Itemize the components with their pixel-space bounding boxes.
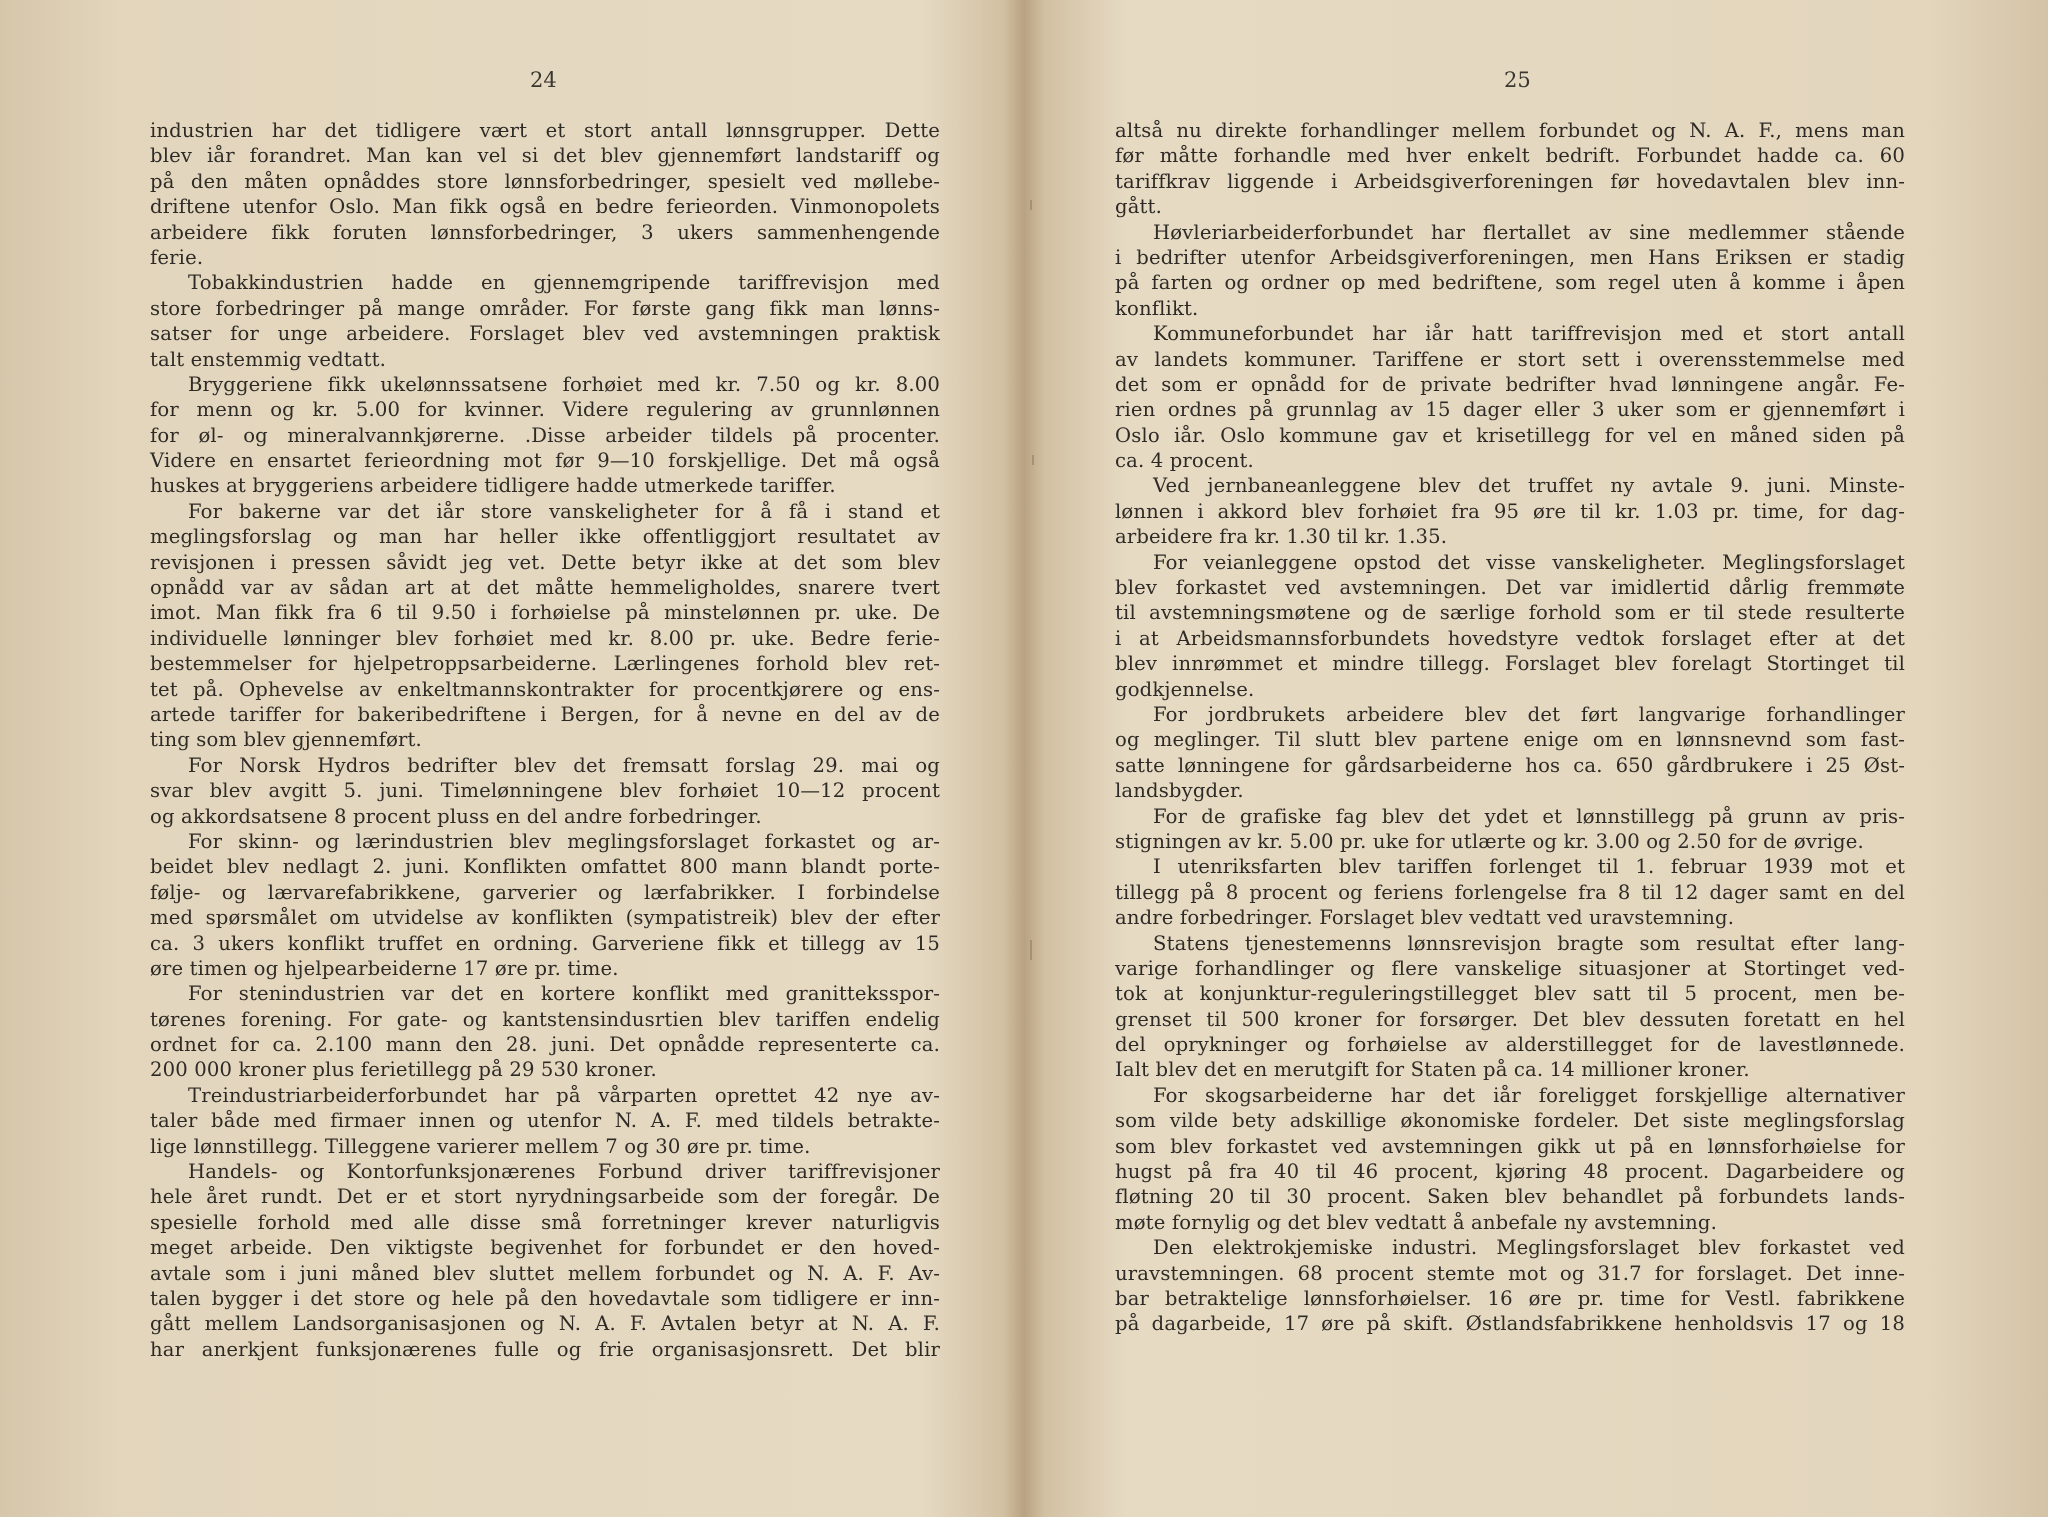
text-line: For Norsk Hydros bedrifter blev det fremsatt forslag 29. mai og (188, 753, 940, 777)
text-line: med spørsmålet om utvidelse av konflikten (sympatistreik) blev der efter (150, 906, 940, 930)
text-line: ca. 4 procent. (1115, 449, 1254, 473)
text-line: gått. (1115, 195, 1162, 219)
text-line: altså nu direkte forhandlinger mellem forbundet og N. A. F., mens man (1115, 119, 1905, 142)
text-line: Den elektrokjemiske industri. Meglingsforslaget blev forkastet ved (1153, 1236, 1905, 1260)
text-line: For skinn- og lærindustrien blev meglingsforslaget forkastet og ar- (188, 829, 940, 853)
text-line: Kommuneforbundet har iår hatt tariffrevisjon med et stort antall (1153, 322, 1905, 346)
text-line: 200 000 kroner plus ferietillegg på 29 530 kroner. (150, 1058, 657, 1082)
margin-mark (1030, 940, 1032, 960)
text-line: hugst på fra 40 til 46 procent, kjøring 48 procent. Dagarbeidere og (1115, 1160, 1905, 1184)
text-line: konflikt. (1115, 296, 1199, 320)
text-line: for menn og kr. 5.00 for kvinner. Videre regulering av grunnlønnen (150, 398, 940, 422)
text-line: satser for unge arbeidere. Forslaget blev ved avstemningen praktisk (150, 322, 940, 346)
text-line: spesielle forhold med alle disse små forretninger krever naturligvis (150, 1210, 940, 1234)
text-line: Bryggeriene fikk ukelønnssatsene forhøiet med kr. 7.50 og kr. 8.00 (188, 372, 940, 396)
text-line: arbeidere fikk foruten lønnsforbedringer, 3 ukers sammenhengende (150, 220, 940, 244)
text-line: industrien har det tidligere vært et stort antall lønnsgrupper. Dette (150, 119, 940, 142)
text-line: i bedrifter utenfor Arbeidsgiverforeningen, men Hans Eriksen er stadig (1115, 245, 1905, 269)
text-line: på den måten opnåddes store lønnsforbedringer, spesielt ved møllebe- (150, 169, 940, 193)
text-line: tet på. Ophevelse av enkeltmannskontrakter for procentkjørere og ens- (150, 677, 940, 701)
text-line: For jordbrukets arbeidere blev det ført langvarige forhandlinger (1153, 702, 1905, 726)
text-line: før måtte forhandle med hver enkelt bedrift. Forbundet hadde ca. 60 (1115, 144, 1905, 168)
page-text (150, 118, 940, 1362)
text-line: driftene utenfor Oslo. Man fikk også en bedre ferieorden. Vinmonopolets (150, 195, 940, 219)
text-line: Høvleriarbeiderforbundet har flertallet av sine medlemmer stående (1153, 220, 1905, 244)
text-line: revisjonen i pressen såvidt jeg vet. Dette betyr ikke at det som blev (150, 550, 940, 574)
text-line: varige forhandlinger og flere vanskelige situasjoner at Stortinget ved- (1115, 956, 1905, 980)
text-line: I utenriksfarten blev tariffen forlenget til 1. februar 1939 mot et (1153, 855, 1905, 879)
text-line: av landets kommuner. Tariffene er stort sett i overensstemmelse med (1115, 347, 1905, 371)
text-line: individuelle lønninger blev forhøiet med kr. 8.00 pr. uke. Bedre ferie- (150, 626, 940, 650)
text-line: tillegg på 8 procent og feriens forlengelse fra 8 til 12 dager samt en del (1115, 880, 1905, 904)
text-line: uravstemningen. 68 procent stemte mot og 31.7 for forslaget. Det inne- (1115, 1261, 1905, 1285)
text-line: Treindustriarbeiderforbundet har på vårparten oprettet 42 nye av- (188, 1083, 940, 1107)
text-line: Oslo iår. Oslo kommune gav et krisetillegg for vel en måned siden på (1115, 423, 1905, 447)
text-line: artede tariffer for bakeribedriftene i Bergen, for å nevne en del av de (150, 702, 940, 726)
text-line: For stenindustrien var det en kortere konflikt med granitteksspor- (188, 982, 940, 1006)
text-line: og akkordsatsene 8 procent pluss en del andre forbedringer. (150, 804, 762, 828)
text-line: rien ordnes på grunnlag av 15 dager eller 3 uker som er gjennemført i (1115, 398, 1905, 422)
text-line: taler både med firmaer innen og utenfor N. A. F. med tildels betrakte- (150, 1109, 940, 1133)
text-line: del oprykninger og forhøielse av alderstillegget for de lavestlønnede. (1115, 1033, 1905, 1057)
text-line: ordnet for ca. 2.100 mann den 28. juni. Det opnådde representerte ca. (150, 1033, 940, 1057)
text-line: talen bygger i det store og hele på den hovedavtale som tidligere er inn- (150, 1286, 940, 1310)
text-line: Videre en ensartet ferieordning mot før 9—10 forskjellige. Det må også (150, 449, 940, 473)
text-line: talt enstemmig vedtatt. (150, 347, 387, 371)
text-line: Tobakkindustrien hadde en gjennemgripende tariffrevisjon med (188, 271, 940, 295)
text-line: blev forkastet ved avstemningen. Det var imidlertid dårlig fremmøte (1115, 576, 1905, 600)
text-line: Ialt blev det en merutgift for Staten på ca. 14 millioner kroner. (1115, 1058, 1750, 1082)
text-line: For de grafiske fag blev det ydet et lønnstillegg på grunn av pris- (1153, 804, 1905, 828)
text-line: ferie. (150, 245, 204, 269)
text-line: bar betraktelige lønnsforhøielser. 16 øre pr. time for Vestl. fabrikkene (1115, 1286, 1905, 1310)
text-line: og meglinger. Til slutt blev partene enige om en lønnsnevnd som fast- (1115, 728, 1905, 752)
text-line: avtale som i juni måned blev sluttet mellem forbundet og N. A. F. Av- (150, 1261, 940, 1285)
text-line: grenset til 500 kroner for forsørger. Det blev dessuten foretatt en hel (1115, 1007, 1905, 1031)
text-line: møte fornylig og det blev vedtatt å anbefale ny avstemning. (1115, 1210, 1718, 1234)
text-line: tørenes forening. For gate- og kantstensindusrtien blev tariffen endelig (150, 1007, 940, 1031)
text-line: tariffkrav liggende i Arbeidsgiverforeningen før hovedavtalen blev inn- (1115, 169, 1905, 193)
text-line: Ved jernbaneanleggene blev det truffet ny avtale 9. juni. Minste- (1153, 474, 1905, 498)
text-line: på farten og ordner op med bedriftene, som regel uten å komme i åpen (1115, 271, 1905, 295)
text-line: på dagarbeide, 17 øre på skift. Østlandsfabrikkene henholdsvis 17 og 18 (1115, 1312, 1905, 1336)
text-line: ca. 3 ukers konflikt truffet en ordning. Garveriene fikk et tillegg av 15 (150, 931, 940, 955)
text-line: stigningen av kr. 5.00 pr. uke for utlærte og kr. 3.00 og 2.50 for de øvrige. (1115, 829, 1864, 853)
text-line: blev iår forandret. Man kan vel si det blev gjennemført landstariff og (150, 144, 940, 168)
text-line: som blev forkastet ved avstemningen gikk ut på en lønnsforhøielse for (1115, 1134, 1905, 1158)
text-line: gått mellem Landsorganisasjonen og N. A. F. Avtalen betyr at N. A. F. (150, 1312, 940, 1336)
margin-mark (1030, 200, 1032, 210)
text-line: For bakerne var det iår store vanskeligheter for å få i stand et (188, 499, 940, 523)
text-line: hele året rundt. Det er et stort nyrydningsarbeide som der foregår. De (150, 1185, 940, 1209)
text-line: bestemmelser for hjelpetroppsarbeiderne. Lærlingenes forhold blev ret- (150, 652, 940, 676)
page-text (1115, 118, 1905, 1337)
text-line: i at Arbeidsmannsforbundets hovedstyre vedtok forslaget efter at det (1115, 626, 1905, 650)
text-line: svar blev avgitt 5. juni. Timelønningene blev forhøiet 10—12 procent (150, 779, 940, 803)
text-line: fløtning 20 til 30 procent. Saken blev behandlet på forbundets lands- (1115, 1185, 1905, 1209)
text-line: Statens tjenestemenns lønnsrevisjon bragte som resultat efter lang- (1153, 931, 1905, 955)
text-line: tok at konjunktur-reguleringstillegget blev satt til 5 procent, men be- (1115, 982, 1905, 1006)
text-line: blev innrømmet et mindre tillegg. Forslaget blev forelagt Stortinget til (1115, 652, 1905, 676)
text-line: det som er opnådd for de private bedrifter hvad lønningene angår. Fe- (1115, 372, 1905, 396)
text-line: store forbedringer på mange områder. For første gang fikk man lønns- (150, 296, 940, 320)
text-line: som vilde bety adskillige økonomiske fordeler. Det siste meglingsforslag (1115, 1109, 1905, 1133)
right-page (1024, 0, 2048, 1517)
text-line: landsbygder. (1115, 779, 1244, 803)
text-line: godkjennelse. (1115, 677, 1255, 701)
text-line: ting som blev gjennemført. (150, 728, 422, 752)
text-line: arbeidere fra kr. 1.30 til kr. 1.35. (1115, 525, 1448, 549)
page-number: 24 (530, 68, 557, 92)
text-line: beidet blev nedlagt 2. juni. Konflikten omfattet 800 mann blandt porte- (150, 855, 940, 879)
text-line: meget arbeide. Den viktigste begivenhet for forbundet er den hoved- (150, 1236, 940, 1260)
text-line: har anerkjent funksjonærenes fulle og frie organisasjonsrett. Det blir (150, 1337, 940, 1361)
text-line: lønnen i akkord blev forhøiet fra 95 øre til kr. 1.03 pr. time, for dag- (1115, 499, 1905, 523)
text-line: imot. Man fikk fra 6 til 9.50 i forhøielse på minstelønnen pr. uke. De (150, 601, 940, 625)
text-line: til avstemningsmøtene og de særlige forhold som er til stede resulterte (1115, 601, 1905, 625)
margin-mark (1032, 455, 1034, 465)
text-line: lige lønnstillegg. Tilleggene varierer mellem 7 og 30 øre pr. time. (150, 1134, 811, 1158)
text-line: huskes at bryggeriens arbeidere tidligere hadde utmerkede tariffer. (150, 474, 836, 498)
text-line: meglingsforslag og man har heller ikke offentliggjort resultatet av (150, 525, 940, 549)
text-line: Handels- og Kontorfunksjonærenes Forbund driver tariffrevisjoner (188, 1160, 940, 1184)
text-line: opnådd var av sådan art at det måtte hemmeligholdes, snarere tvert (150, 576, 940, 600)
text-line: for øl- og mineralvannkjørerne. .Disse arbeider tildels på procenter. (150, 423, 940, 447)
text-line: For veianleggene opstod det visse vanskeligheter. Meglingsforslaget (1153, 550, 1905, 574)
text-line: andre forbedringer. Forslaget blev vedtatt ved uravstemning. (1115, 906, 1735, 930)
page-number: 25 (1504, 68, 1531, 92)
text-line: øre timen og hjelpearbeiderne 17 øre pr. time. (150, 956, 619, 980)
text-line: satte lønningene for gårdsarbeiderne hos ca. 650 gårdbrukere i 25 Øst- (1115, 753, 1905, 777)
text-line: For skogsarbeiderne har det iår foreligget forskjellige alternativer (1153, 1083, 1905, 1107)
text-line: følje- og lærvarefabrikkene, garverier og lærfabrikker. I forbindelse (150, 880, 940, 904)
